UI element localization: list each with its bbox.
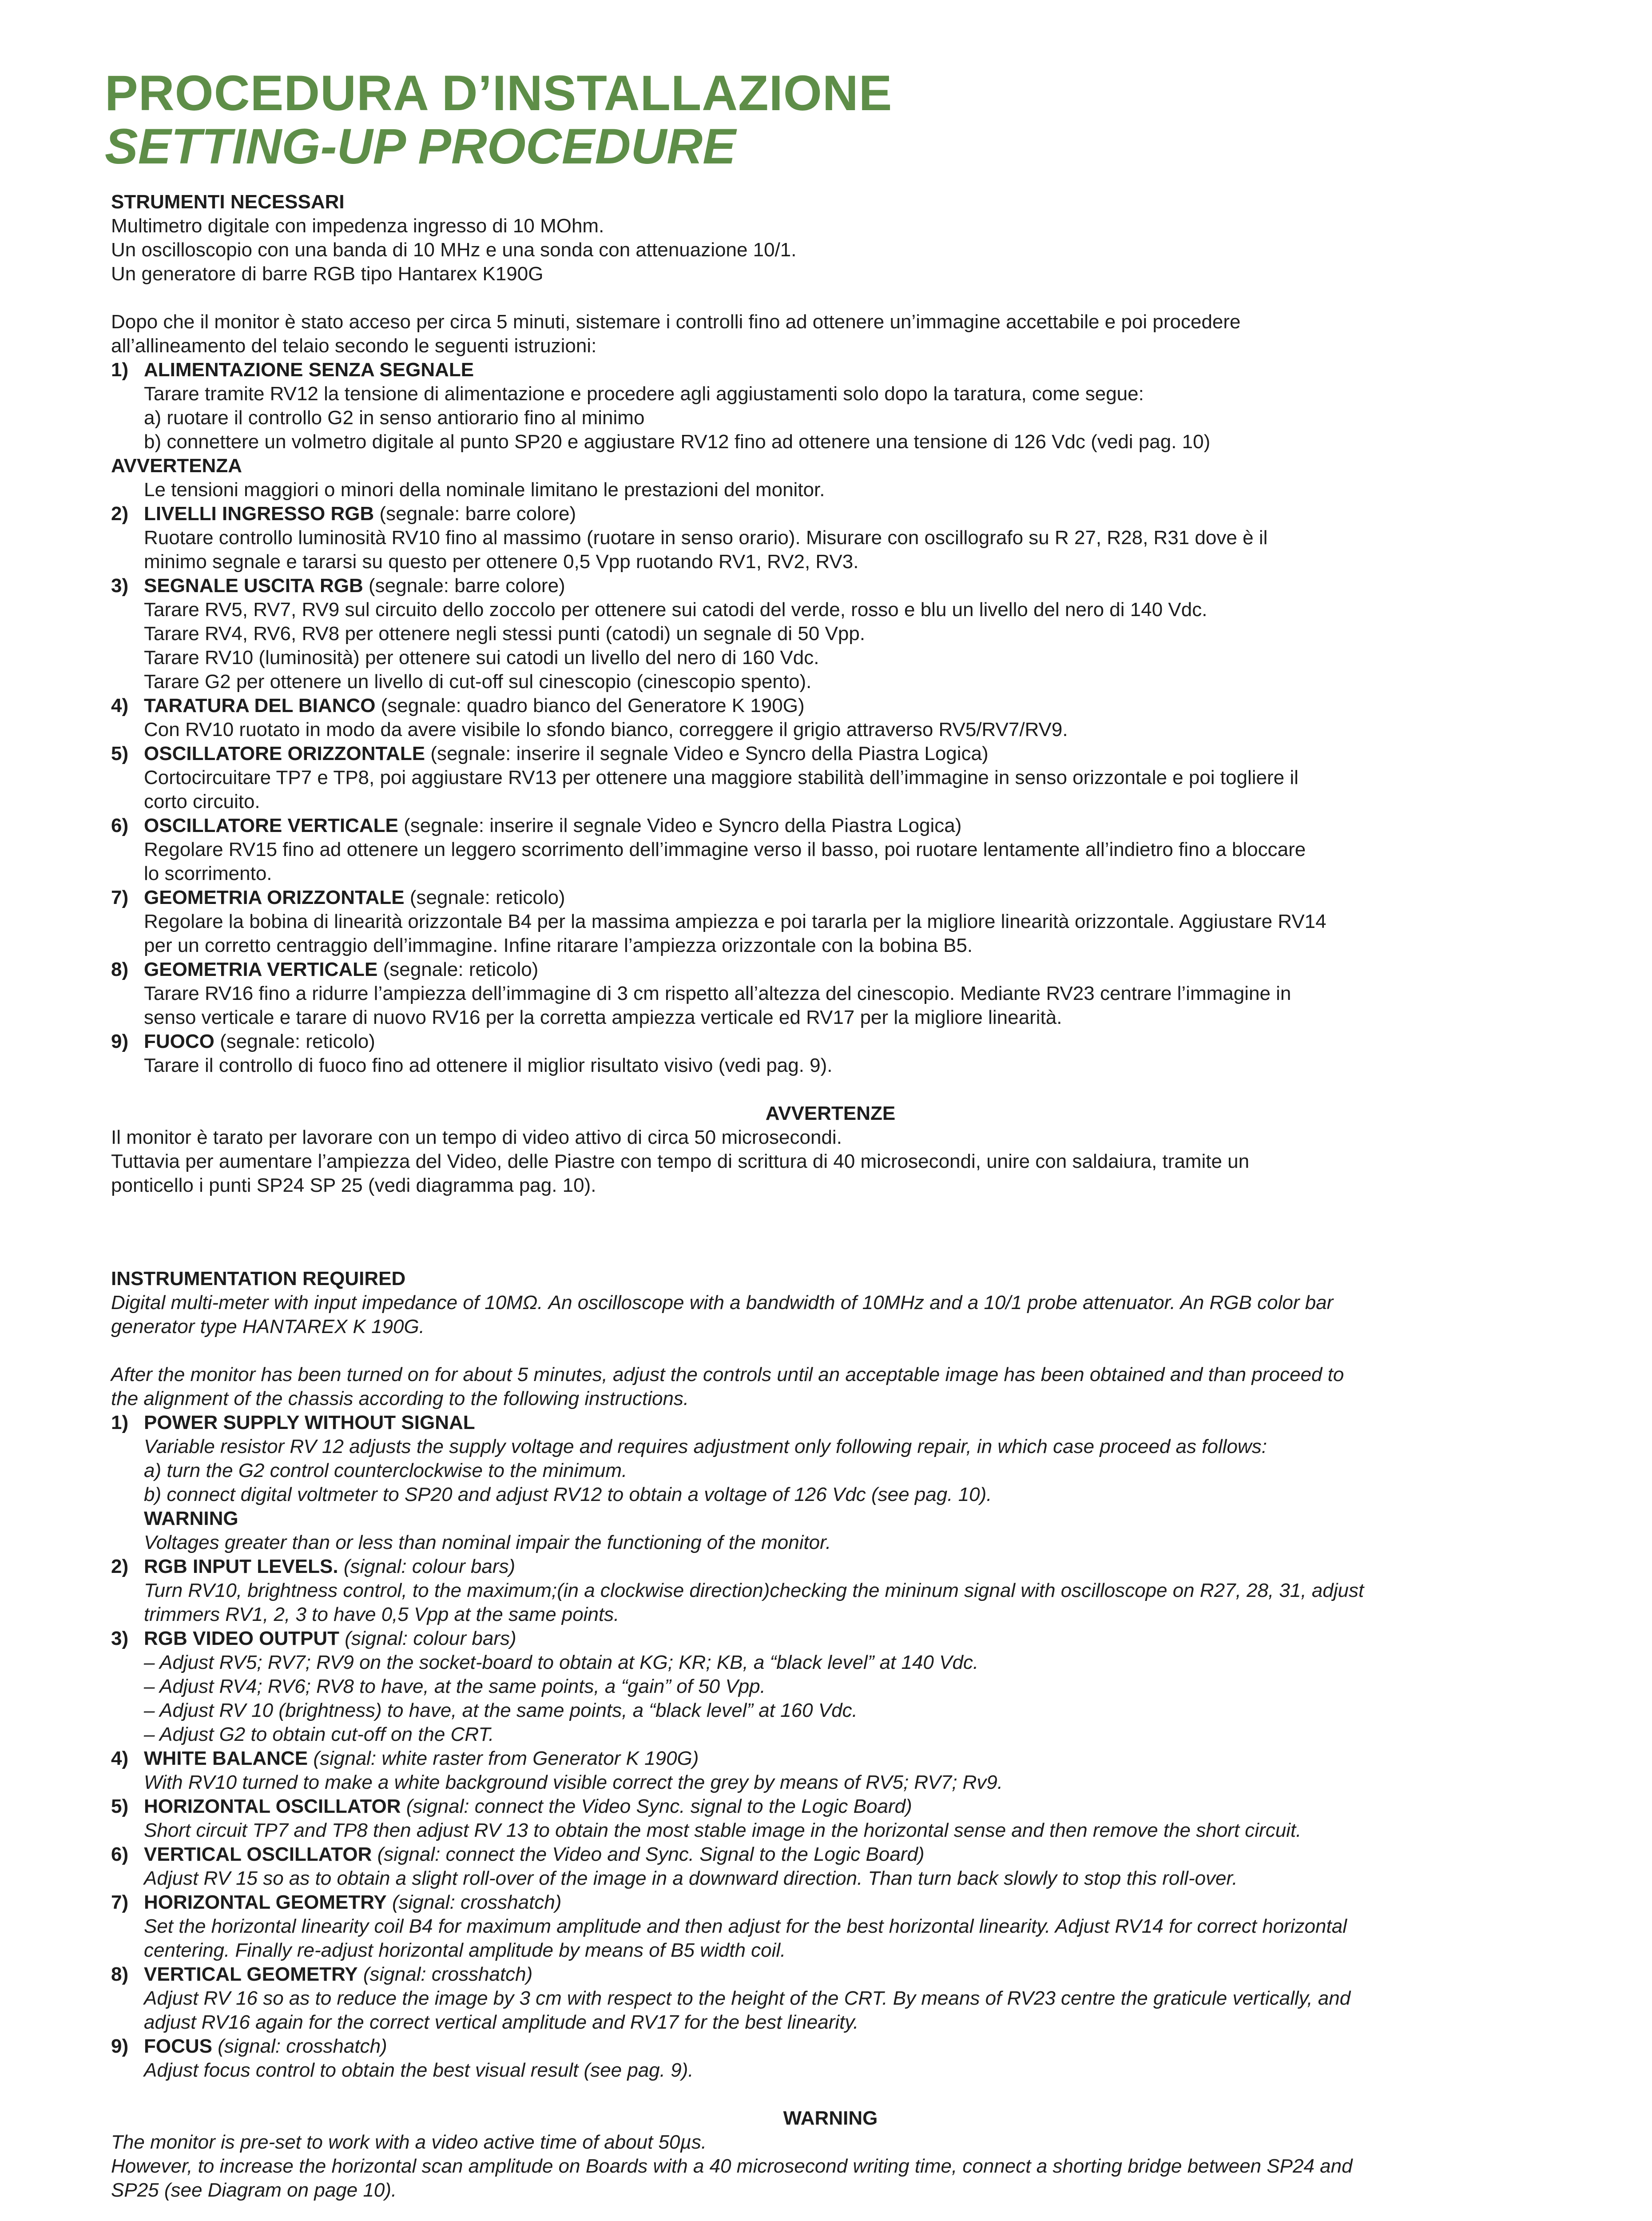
title-english: SETTING-UP PROCEDURE bbox=[105, 119, 736, 174]
step-line: corto circuito. bbox=[144, 791, 260, 812]
step-line: Tarare il controllo di fuoco fino ad ottenere il miglior risultato visivo (vedi pag. 9). bbox=[144, 1055, 833, 1076]
final-line: Tuttavia per aumentare l’ampiezza del Video, delle Piastre con tempo di scrittura di 40 microsecondi, unire con saldaiura, tramite un bbox=[111, 1150, 1250, 1172]
step-signal: (segnale: reticolo) bbox=[377, 959, 539, 980]
italian-steps bbox=[111, 502, 1550, 1078]
step-2 bbox=[111, 1555, 1550, 1579]
step-8 bbox=[111, 1962, 1550, 1986]
step-title: ALIMENTAZIONE SENZA SEGNALE bbox=[144, 359, 474, 381]
tools-line: Digital multi-meter with input impedance of 10MΩ. An oscilloscope with a bandwidth of 10MHz and a 10/1 probe attenuator. An RGB color bar bbox=[111, 1292, 1334, 1313]
step-line: a) ruotare il controllo G2 in senso antiorario fino al minimo bbox=[144, 407, 645, 429]
step-signal: (segnale: inserire il segnale Video e Syncro della Piastra Logica) bbox=[425, 743, 989, 764]
step-title: RGB INPUT LEVELS. bbox=[144, 1556, 338, 1577]
step-signal: (signal: crosshatch) bbox=[212, 2035, 387, 2057]
step-title: FUOCO bbox=[144, 1031, 214, 1052]
intro-line: After the monitor has been turned on for about 5 minutes, adjust the controls until an acceptable image has been obtained and than proceed to bbox=[111, 1364, 1344, 1385]
step-title: SEGNALE USCITA RGB bbox=[144, 575, 363, 597]
step-title: OSCILLATORE VERTICALE bbox=[144, 815, 398, 836]
step-line: – Adjust RV5; RV7; RV9 on the socket-board to obtain at KG; KR; KB, a “black level” at 140 Vdc. bbox=[144, 1652, 979, 1673]
step-line: – Adjust G2 to obtain cut-off on the CRT. bbox=[144, 1723, 494, 1745]
final-line: However, to increase the horizontal scan amplitude on Boards with a 40 microsecond writing time, connect a shorting bridge between SP24 and bbox=[111, 2155, 1353, 2177]
final-line: ponticello i punti SP24 SP 25 (vedi diagramma pag. 10). bbox=[111, 1174, 596, 1196]
step-line: Cortocircuitare TP7 e TP8, poi aggiustare RV13 per ottenere una maggiore stabilità dell’immagine in senso orizzontale e poi togliere il bbox=[144, 767, 1299, 788]
step-line: Adjust RV 15 so as to obtain a slight roll-over of the image in a downward direction. Than turn back slowly to stop this roll-over. bbox=[144, 1867, 1238, 1889]
step-9 bbox=[111, 1030, 1550, 1054]
step-line: Turn RV10, brightness control, to the maximum;(in a clockwise direction)checking the mininum signal with oscilloscope on R27, 28, 31, adjust bbox=[144, 1580, 1364, 1601]
step-signal: (signal: white raster from Generator K 190G) bbox=[308, 1747, 699, 1769]
step-number: 5) bbox=[111, 743, 129, 764]
step-1 bbox=[111, 1411, 1550, 1435]
tools-heading: STRUMENTI NECESSARI bbox=[111, 191, 345, 213]
step-line: b) connettere un volmetro digitale al punto SP20 e aggiustare RV12 fino ad ottenere una tensione di 126 Vdc (vedi pag. 10) bbox=[144, 431, 1211, 453]
step-8 bbox=[111, 958, 1550, 982]
step-number: 2) bbox=[111, 503, 129, 525]
step-line: Con RV10 ruotato in modo da avere visibile lo sfondo bianco, correggere il grigio attraverso RV5/RV7/RV9. bbox=[144, 719, 1068, 740]
step-line: Tarare G2 per ottenere un livello di cut-off sul cinescopio (cinescopio spento). bbox=[144, 671, 812, 693]
step-6 bbox=[111, 814, 1550, 838]
step-number: 1) bbox=[111, 359, 129, 381]
step-line: Tarare RV4, RV6, RV8 per ottenere negli stessi punti (catodi) un segnale di 50 Vpp. bbox=[144, 623, 866, 645]
step-6 bbox=[111, 1843, 1550, 1867]
step-5 bbox=[111, 742, 1550, 766]
warning-heading: AVVERTENZA bbox=[111, 455, 242, 477]
step-signal: (signal: crosshatch) bbox=[357, 1963, 533, 1985]
step-signal: (segnale: quadro bianco del Generatore K 190G) bbox=[375, 695, 805, 716]
step-3 bbox=[111, 1627, 1550, 1651]
step-title: LIVELLI INGRESSO RGB bbox=[144, 503, 374, 525]
step-title: VERTICAL OSCILLATOR bbox=[144, 1843, 372, 1865]
step-3 bbox=[111, 574, 1550, 598]
step-2 bbox=[111, 502, 1550, 526]
step-line: Tarare tramite RV12 la tensione di alimentazione e procedere agli aggiustamenti solo dopo la taratura, come segue: bbox=[144, 383, 1144, 405]
warning-heading: WARNING bbox=[144, 1508, 238, 1529]
step-line: a) turn the G2 control counterclockwise to the minimum. bbox=[144, 1460, 627, 1481]
final-warning-heading: AVVERTENZE bbox=[765, 1103, 896, 1124]
step-title: FOCUS bbox=[144, 2035, 212, 2057]
italian-section bbox=[111, 190, 1550, 1198]
step-number: 4) bbox=[111, 1747, 129, 1769]
step-7 bbox=[111, 886, 1550, 910]
step-line: Adjust RV 16 so as to reduce the image by 3 cm with respect to the height of the CRT. By means of RV23 centre the graticule vertically, and bbox=[144, 1987, 1351, 2009]
step-number: 7) bbox=[111, 887, 129, 908]
step-number: 9) bbox=[111, 1031, 129, 1052]
step-title: OSCILLATORE ORIZZONTALE bbox=[144, 743, 425, 764]
step-title: GEOMETRIA ORIZZONTALE bbox=[144, 887, 405, 908]
step-signal: (segnale: barre colore) bbox=[374, 503, 576, 525]
english-steps bbox=[111, 1555, 1550, 2082]
step-line: lo scorrimento. bbox=[144, 863, 272, 884]
step-line: adjust RV16 again for the correct vertical amplitude and RV17 for the best linearity. bbox=[144, 2011, 859, 2033]
step-number: 3) bbox=[111, 1628, 129, 1649]
step-line: senso verticale e tarare di nuovo RV16 per la corretta ampiezza verticale ed RV17 per la migliore linearità. bbox=[144, 1007, 1062, 1028]
step-number: 5) bbox=[111, 1795, 129, 1817]
step-title: HORIZONTAL OSCILLATOR bbox=[144, 1795, 401, 1817]
step-line: – Adjust RV4; RV6; RV8 to have, at the same points, a “gain” of 50 Vpp. bbox=[144, 1676, 766, 1697]
step-line: Short circuit TP7 and TP8 then adjust RV 13 to obtain the most stable image in the horizontal sense and then remove the short circuit. bbox=[144, 1819, 1302, 1841]
step-number: 6) bbox=[111, 1843, 129, 1865]
step-4 bbox=[111, 1747, 1550, 1771]
step-title: POWER SUPPLY WITHOUT SIGNAL bbox=[144, 1412, 475, 1433]
step-title: GEOMETRIA VERTICALE bbox=[144, 959, 378, 980]
step-7 bbox=[111, 1891, 1550, 1915]
step-line: centering. Finally re-adjust horizontal amplitude by means of B5 width coil. bbox=[144, 1939, 786, 1961]
final-line: Il monitor è tarato per lavorare con un tempo di video attivo di circa 50 microsecondi. bbox=[111, 1126, 842, 1148]
final-line: The monitor is pre-set to work with a video active time of about 50µs. bbox=[111, 2131, 707, 2153]
step-signal: (signal: connect the Video Sync. signal to the Logic Board) bbox=[401, 1795, 912, 1817]
warning-text: Le tensioni maggiori o minori della nominale limitano le prestazioni del monitor. bbox=[144, 479, 825, 501]
step-4 bbox=[111, 694, 1550, 718]
step-title: HORIZONTAL GEOMETRY bbox=[144, 1891, 387, 1913]
step-title: VERTICAL GEOMETRY bbox=[144, 1963, 358, 1985]
tools-line: generator type HANTAREX K 190G. bbox=[111, 1316, 425, 1337]
step-line: Regolare la bobina di linearità orizzontale B4 per la massima ampiezza e poi tararla per la migliore linearità orizzontale. Aggiustare RV14 bbox=[144, 911, 1326, 932]
intro-line: Dopo che il monitor è stato acceso per circa 5 minuti, sistemare i controlli fino ad ottenere un’immagine accettabile e poi procedere bbox=[111, 311, 1241, 333]
step-line: Variable resistor RV 12 adjusts the supply voltage and requires adjustment only following repair, in which case proceed as follows: bbox=[144, 1436, 1267, 1457]
step-line: Adjust focus control to obtain the best visual result (see pag. 9). bbox=[144, 2059, 694, 2081]
step-line: With RV10 turned to make a white background visible correct the grey by means of RV5; RV7; Rv9. bbox=[144, 1771, 1003, 1793]
step-number: 1) bbox=[111, 1412, 129, 1433]
step-line: Regolare RV15 fino ad ottenere un leggero scorrimento dell’immagine verso il basso, poi ruotare lentamente all’indietro fino a bloccare bbox=[144, 839, 1306, 860]
step-signal: (segnale: reticolo) bbox=[214, 1031, 375, 1052]
step-signal: (signal: crosshatch) bbox=[386, 1891, 562, 1913]
step-signal: (segnale: barre colore) bbox=[363, 575, 565, 597]
tools-heading: INSTRUMENTATION REQUIRED bbox=[111, 1268, 406, 1290]
step-title: TARATURA DEL BIANCO bbox=[144, 695, 376, 716]
step-line: b) connect digital voltmeter to SP20 and adjust RV12 to obtain a voltage of 126 Vdc (see pag. 10). bbox=[144, 1484, 992, 1505]
tools-line: Un generatore di barre RGB tipo Hantarex K190G bbox=[111, 263, 544, 285]
step-9 bbox=[111, 2034, 1550, 2058]
warning-text: Voltages greater than or less than nominal impair the functioning of the monitor. bbox=[144, 1532, 831, 1553]
step-title: RGB VIDEO OUTPUT bbox=[144, 1628, 340, 1649]
intro-line: the alignment of the chassis according to the following instructions. bbox=[111, 1388, 689, 1409]
title-italian: PROCEDURA D’INSTALLAZIONE bbox=[105, 65, 893, 121]
step-5 bbox=[111, 1795, 1550, 1819]
step-line: Set the horizontal linearity coil B4 for maximum amplitude and then adjust for the best horizontal linearity. Adjust RV14 for correct horizontal bbox=[144, 1915, 1347, 1937]
step-signal: (signal: colour bars) bbox=[338, 1556, 516, 1577]
step-line: minimo segnale e tararsi su questo per ottenere 0,5 Vpp ruotando RV1, RV2, RV3. bbox=[144, 551, 859, 573]
step-number: 4) bbox=[111, 695, 129, 716]
step-1 bbox=[111, 358, 1550, 382]
step-signal: (signal: connect the Video and Sync. Signal to the Logic Board) bbox=[372, 1843, 925, 1865]
step-number: 9) bbox=[111, 2035, 129, 2057]
step-number: 2) bbox=[111, 1556, 129, 1577]
intro-line: all’allineamento del telaio secondo le seguenti istruzioni: bbox=[111, 335, 597, 357]
step-signal: (segnale: inserire il segnale Video e Syncro della Piastra Logica) bbox=[398, 815, 962, 836]
step-number: 8) bbox=[111, 959, 129, 980]
final-line: SP25 (see Diagram on page 10). bbox=[111, 2179, 397, 2201]
english-section bbox=[111, 1267, 1550, 2202]
step-number: 6) bbox=[111, 815, 129, 836]
step-line: Tarare RV5, RV7, RV9 sul circuito dello zoccolo per ottenere sui catodi del verde, rosso e blu un livello del nero di 140 Vdc. bbox=[144, 599, 1207, 621]
step-line: per un corretto centraggio dell’immagine. Infine ritarare l’ampiezza orizzontale con la bobina B5. bbox=[144, 935, 973, 956]
step-number: 3) bbox=[111, 575, 129, 597]
step-number: 7) bbox=[111, 1891, 129, 1913]
step-line: – Adjust RV 10 (brightness) to have, at the same points, a “black level” at 160 Vdc. bbox=[144, 1700, 858, 1721]
step-signal: (segnale: reticolo) bbox=[404, 887, 565, 908]
tools-line: Multimetro digitale con impedenza ingresso di 10 MOhm. bbox=[111, 215, 604, 237]
step-line: trimmers RV1, 2, 3 to have 0,5 Vpp at the same points. bbox=[144, 1604, 620, 1625]
tools-line: Un oscilloscopio con una banda di 10 MHz e una sonda con attenuazione 10/1. bbox=[111, 239, 797, 261]
step-line: Tarare RV16 fino a ridurre l’ampiezza dell’immagine di 3 cm rispetto all’altezza del cinescopio. Mediante RV23 centrare l’immagine in bbox=[144, 983, 1291, 1004]
step-line: Ruotare controllo luminosità RV10 fino al massimo (ruotare in senso orario). Misurare con oscillografo su R 27, R28, R31 dove è il bbox=[144, 527, 1268, 549]
final-warning-heading: WARNING bbox=[783, 2107, 878, 2129]
step-signal: (signal: colour bars) bbox=[339, 1628, 516, 1649]
step-line: Tarare RV10 (luminosità) per ottenere sui catodi un livello del nero di 160 Vdc. bbox=[144, 647, 819, 669]
step-number: 8) bbox=[111, 1963, 129, 1985]
step-title: WHITE BALANCE bbox=[144, 1747, 308, 1769]
